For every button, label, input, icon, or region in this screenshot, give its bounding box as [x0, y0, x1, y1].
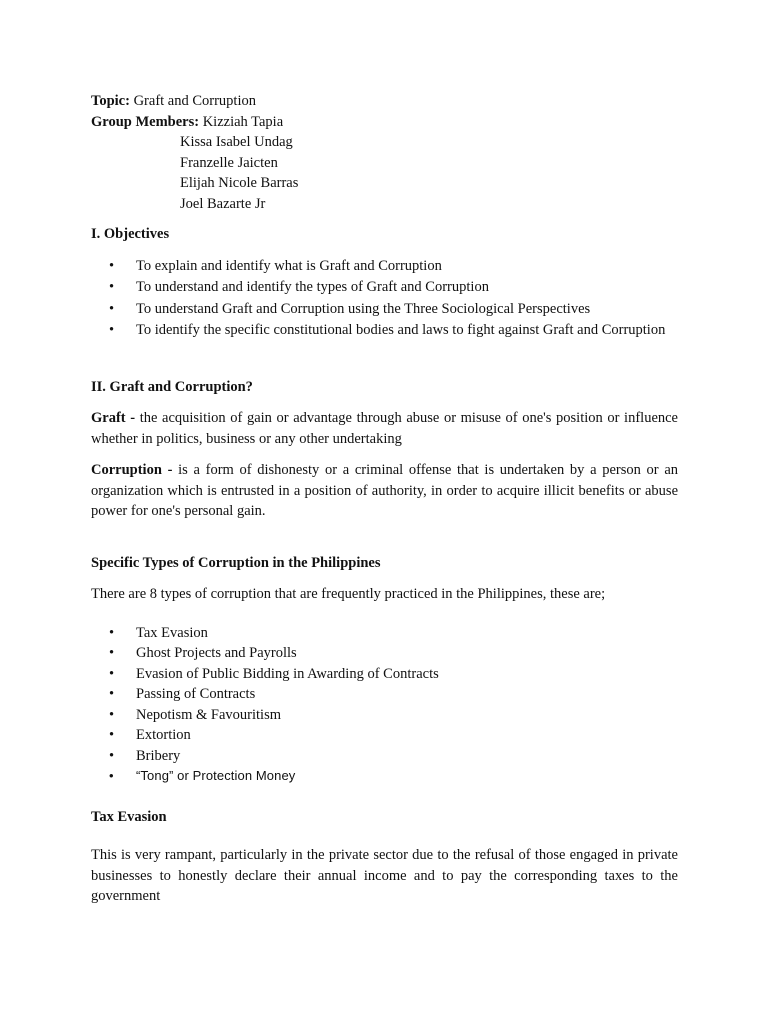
types-heading: Specific Types of Corruption in the Philippines — [91, 554, 381, 571]
type-item: • Extortion — [136, 725, 678, 746]
member-name: Franzelle Jaicten — [180, 154, 278, 171]
corruption-text: is a form of dishonesty or a criminal offense that is undertaken by a person or an organization which is entrusted in a position of authority, in order to acquire illicit benefits or abuse power for one's personal gain. — [91, 462, 679, 519]
objectives-heading: I. Objectives — [91, 226, 170, 242]
objective-item: • To understand Graft and Corruption using the Three Sociological Perspectives — [136, 299, 678, 321]
topic-value: Graft and Corruption — [133, 93, 256, 109]
graft-text: the acquisition of gain or advantage through abuse or misuse of one's position or influence whether in politics, business or any other undertaking — [91, 410, 678, 447]
types-intro: There are 8 types of corruption that are frequently practiced in the Philippines, these are; — [91, 586, 606, 602]
type-item: • Passing of Contracts — [136, 684, 678, 705]
document-page — [91, 91, 678, 907]
member-name: Joel Bazarte Jr — [180, 195, 266, 212]
type-item: • “Tong” or Protection Money — [136, 766, 678, 787]
topic-label: Topic: — [91, 93, 130, 109]
section2-heading: II. Graft and Corruption? — [91, 378, 253, 395]
type-item: • Nepotism & Favouritism — [136, 705, 678, 726]
objectives-list — [91, 256, 678, 342]
topic-line — [91, 91, 678, 112]
members-label: Group Members: — [91, 113, 200, 130]
type-item: • Tax Evasion — [136, 623, 678, 644]
member-name: Kissa Isabel Undag — [180, 134, 293, 150]
types-list — [91, 623, 678, 787]
tax-evasion-heading: Tax Evasion — [91, 808, 167, 825]
tax-evasion-body: This is very rampant, particularly in the private sector due to the refusal of those engaged in private businesses to honestly declare their annual income and to pay the corresponding taxes to the government — [91, 847, 678, 904]
type-item: • Evasion of Public Bidding in Awarding of Contracts — [136, 664, 678, 685]
corruption-definition — [91, 460, 678, 522]
type-item: • Ghost Projects and Payrolls — [136, 643, 678, 664]
type-item: • Bribery — [136, 746, 678, 767]
graft-definition — [91, 408, 678, 449]
objective-item: • To understand and identify the types of Graft and Corruption — [136, 277, 678, 299]
members-line — [91, 112, 678, 133]
member-name: Kizziah Tapia — [202, 113, 284, 130]
objective-item: • To explain and identify what is Graft and Corruption — [136, 256, 678, 278]
member-name: Elijah Nicole Barras — [180, 175, 299, 191]
objective-item: • To identify the specific constitutional bodies and laws to fight against Graft and Corruption — [136, 320, 678, 342]
corruption-term: Corruption - — [91, 462, 173, 478]
graft-term: Graft - — [91, 410, 136, 426]
